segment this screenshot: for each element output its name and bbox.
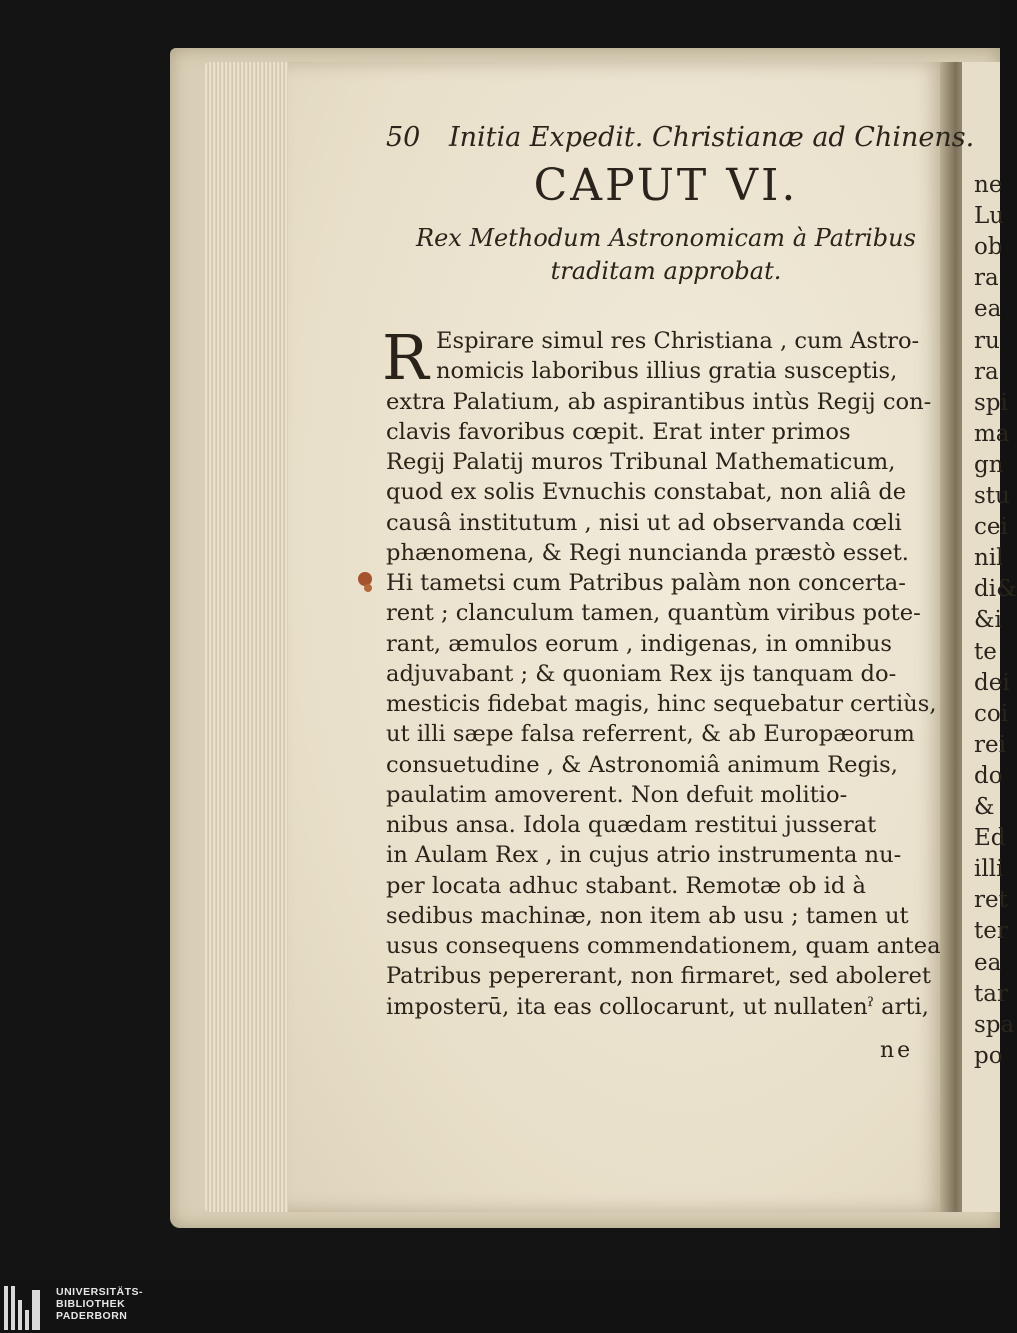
- library-logo-icon: [2, 1286, 52, 1330]
- body-line: Espirare simul res Christiana , cum Astro-: [436, 328, 920, 354]
- body-line: phænomena, & Regi nuncianda præstò esset.: [386, 539, 909, 566]
- facing-page-line: ne: [974, 172, 1003, 198]
- body-line: adjuvabant ; & quoniam Rex ijs tanquam do-: [386, 660, 897, 687]
- body-line: paulatim amoverent. Non defuit molitio-: [386, 781, 848, 808]
- facing-page-line: nil: [974, 545, 1004, 572]
- facing-page-line: illi: [974, 856, 1004, 883]
- facing-page-line: po: [974, 1042, 1003, 1069]
- library-logo-line: BIBLIOTHEK: [56, 1298, 126, 1310]
- facing-page-line: cei: [974, 514, 1008, 541]
- facing-page-line: rei: [974, 731, 1006, 758]
- facing-page-line: ob: [974, 234, 1003, 261]
- facing-page-line: stu: [974, 483, 1010, 509]
- body-line: usus consequens commendationem, quam antea: [386, 933, 941, 959]
- body-line: sedibus machinæ, non item ab usu ; tamen ut: [386, 902, 909, 929]
- body-line: in Aulam Rex , in cujus atrio instrumenta nu-: [386, 842, 902, 869]
- facing-page-line: te: [974, 638, 997, 665]
- facing-page-line: &i: [974, 607, 1002, 634]
- facing-page-line: Lu: [974, 203, 1005, 230]
- page-edges: [205, 62, 290, 1212]
- body-line: nomicis laboribus illius gratia susceptis,: [436, 358, 898, 385]
- ink-stain: [364, 584, 372, 592]
- chapter-title: CAPUT VI.: [533, 160, 799, 211]
- facing-page-line: ea: [974, 949, 1002, 976]
- chapter-subtitle: [386, 222, 946, 288]
- body-text: [386, 326, 942, 1022]
- body-line: per locata adhuc stabant. Remotæ ob id à: [386, 872, 866, 899]
- facing-page-line: dei: [974, 669, 1010, 696]
- page-number: 50: [386, 122, 421, 153]
- body-line: rent ; clanculum tamen, quantùm viribus pote-: [386, 600, 921, 627]
- facing-page-line: tar: [974, 980, 1008, 1007]
- body-line: consuetudine , & Astronomiâ animum Regis,: [386, 751, 898, 778]
- facing-page-line: ret: [974, 887, 1008, 914]
- body-line: Patribus pepererant, non firmaret, sed aboleret: [386, 963, 931, 990]
- subtitle-line: Rex Methodum Astronomicam à Patribus: [416, 224, 916, 252]
- body-line: mesticis fidebat magis, hinc sequebatur certiùs,: [386, 691, 937, 717]
- body-line: imposterū, ita eas collocarunt, ut nullatenˀ arti,: [386, 993, 929, 1020]
- facing-page-line: do: [974, 762, 1003, 789]
- facing-page-line: ru: [974, 327, 1000, 354]
- library-logo-line: PADERBORN: [56, 1310, 128, 1322]
- body-line: rant, æmulos eorum , indigenas, in omnibus: [386, 630, 893, 657]
- footer-bar: [0, 1280, 1000, 1333]
- library-logo: [56, 1286, 143, 1322]
- facing-page-line: ra: [974, 265, 999, 292]
- body-line: nibus ansa. Idola quædam restitui jusserat: [386, 812, 877, 838]
- facing-page-line: ter: [974, 918, 1008, 945]
- body-line: causâ institutum , nisi ut ad observanda cœli: [386, 509, 902, 536]
- library-logo-line: UNIVERSITÄTS-: [56, 1286, 144, 1298]
- body-line: clavis favoribus cœpit. Erat inter primos: [386, 418, 851, 445]
- body-line: ut illi sæpe falsa referrent, & ab Europæorum: [386, 721, 915, 748]
- facing-page-line: ma: [974, 420, 1010, 447]
- facing-page-line: &: [974, 794, 995, 820]
- facing-page-line: spi: [974, 389, 1008, 416]
- facing-page-line: spa: [974, 1011, 1015, 1038]
- facing-page-line: Ed: [974, 825, 1006, 852]
- body-line: Regij Palatij muros Tribunal Mathematicum,: [386, 449, 896, 475]
- facing-page-line: gn: [974, 451, 1004, 478]
- body-line: extra Palatium, ab aspirantibus intùs Regij con-: [386, 388, 932, 415]
- body-line: quod ex solis Evnuchis constabat, non aliâ de: [386, 479, 907, 506]
- subtitle-line: traditam approbat.: [550, 257, 782, 285]
- facing-page-line: ea: [974, 296, 1002, 323]
- running-head-title: Initia Expedit. Christianæ ad Chinens.: [448, 122, 975, 153]
- facing-page-line: coi: [974, 700, 1009, 727]
- catchword: ne: [880, 1038, 914, 1063]
- running-head: [386, 122, 975, 153]
- drop-cap: R: [382, 321, 429, 394]
- body-line: Hi tametsi cum Patribus palàm non concerta-: [386, 570, 906, 596]
- facing-page-line: ra: [974, 358, 999, 385]
- facing-page-fragment: [962, 62, 1017, 1212]
- facing-page-line: di&: [974, 576, 1017, 603]
